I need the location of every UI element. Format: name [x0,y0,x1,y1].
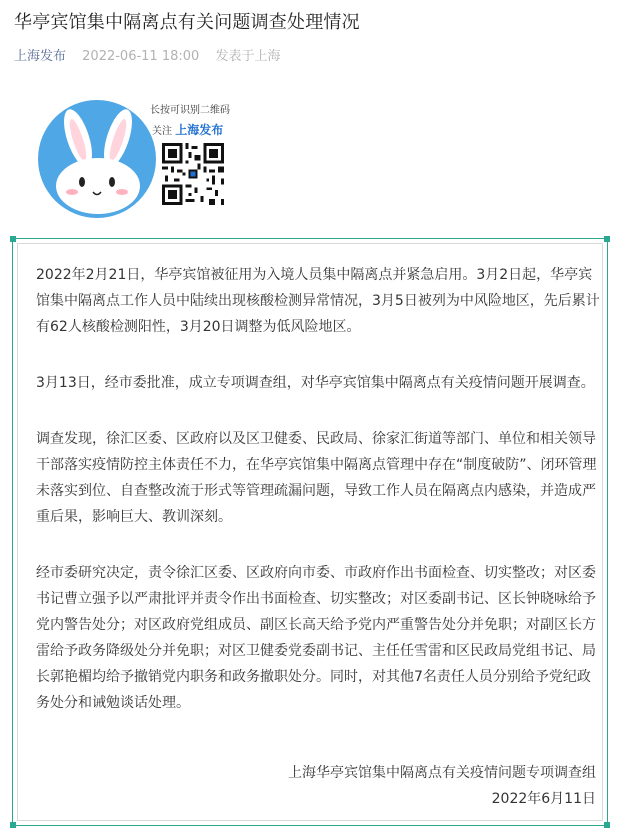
article-body [36,262,604,746]
qr-hint-text: 长按可识别二维码 [150,105,230,116]
frame-corner [604,822,610,828]
paragraph-4: 经市委研究决定，责令徐汇区委、区政府向市委、市政府作出书面检查、切实整改；对区委书记曹立强予以严肃批评并责令作出书面检查、切实整改；对区委副书记、区长钟晓咏给予党内警告处分；对区政府党组成员、副区长高天给予党内严重警告处分并免职；对副区长方雷给予政务降级处分并免职；对区卫健委党委副书记、主任任雪雷和区民政局党组书记、局长郭艳楣均给予撤销党内职务和政务撤职处分。同时，对其他7名责任人员分别给予党纪政务处分和诫勉谈话处理。 [36,565,596,711]
frame-corner [10,236,16,242]
signature-block [288,760,596,812]
paragraph-3: 调查发现，徐汇区委、区政府以及区卫健委、民政局、徐家汇街道等部门、单位和相关领导干部落实疫情防控主体责任不力，在华亭宾馆集中隔离点管理中存在“制度破防”、闭环管理未落实到位、自查整改流于形式等管理疏漏问题，导致工作人员在隔离点内感染，并造成严重后果，影响巨大、教训深刻。 [36,431,597,525]
qr-code-icon[interactable] [162,143,224,205]
follow-prefix: 关注 [152,126,172,137]
article-meta [14,48,280,66]
signature-org: 上海华亭宾馆集中隔离点有关疫情问题专项调查组 [288,765,596,781]
rabbit-mascot-icon [38,100,156,218]
paragraph-1: 2022年2月21日，华亭宾馆被征用为入境人员集中隔离点并紧急启用。3月2日起，华亭宾馆集中隔离点工作人员中陆续出现核酸检测异常情况，3月5日被列为中风险地区，先后累计有62人核酸检测阳性，3月20日调整为低风险地区。 [36,267,600,335]
follow-text [152,122,292,140]
frame-corner [604,236,610,242]
account-name-link[interactable]: 上海发布 [14,49,67,64]
qr-promo-banner [38,100,238,220]
paragraph-2: 3月13日，经市委批准，成立专项调查组，对华亭宾馆集中隔离点有关疫情问题开展调查。 [36,375,595,391]
brand-name: 上海发布 [175,123,224,137]
signature-date: 2022年6月11日 [491,791,596,807]
frame-corner [10,822,16,828]
publish-date: 2022-06-11 18:00 [82,49,200,64]
article-title: 华亭宾馆集中隔离点有关问题调查处理情况 [14,12,360,33]
publish-location: 发表于上海 [215,49,281,64]
